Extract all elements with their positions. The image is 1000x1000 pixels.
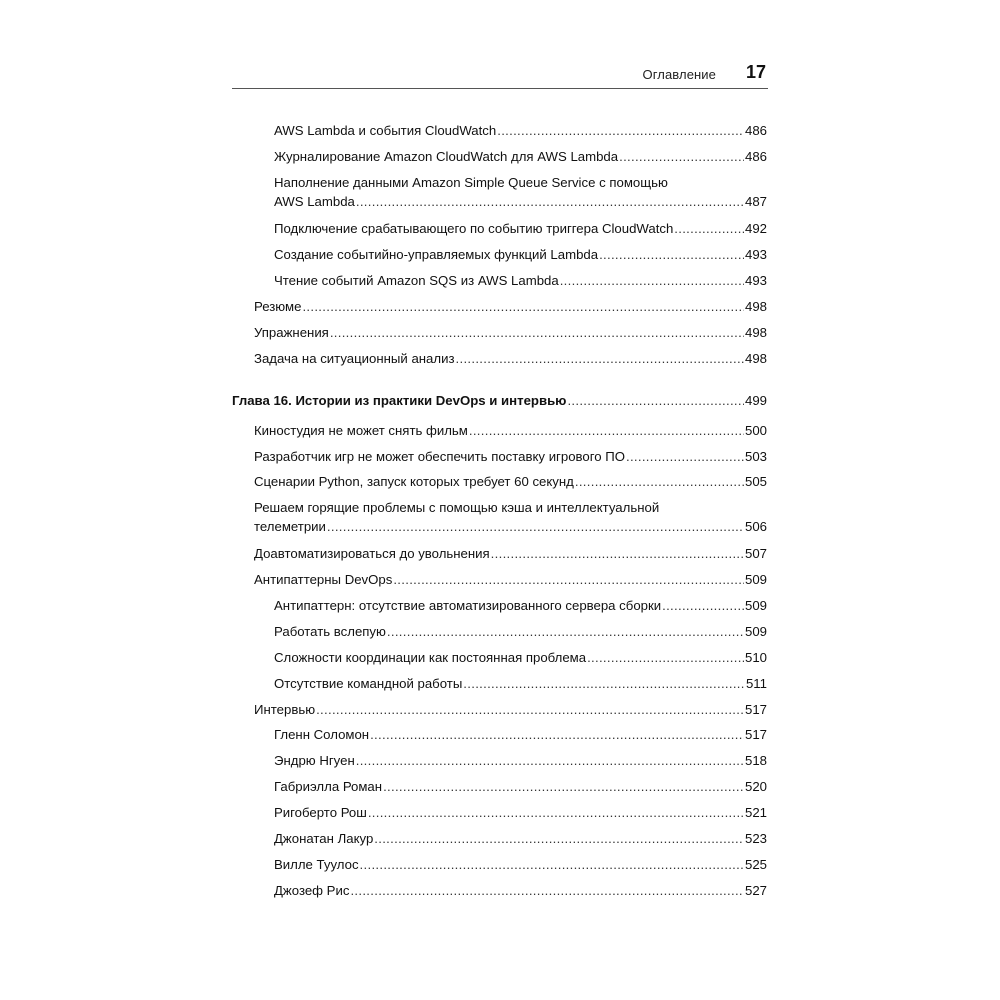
toc-entry-title: Создание событийно-управляемых функций Lambda: [274, 247, 599, 262]
toc-entry[interactable]: [254, 297, 767, 316]
toc-entry[interactable]: [274, 596, 767, 615]
toc-entry-page: 486: [744, 149, 767, 164]
toc-entry-page: 493: [744, 247, 767, 262]
toc-entry[interactable]: [274, 121, 767, 140]
toc-entry-title: Решаем горящие проблемы с помощью кэша и интеллектуальной: [254, 500, 660, 515]
toc-entry-page: 493: [744, 273, 767, 288]
toc-entry-page: 486: [744, 123, 767, 138]
dot-leader: [360, 855, 744, 874]
dot-leader: [587, 648, 744, 667]
toc-entry[interactable]: [254, 421, 767, 440]
toc-entry[interactable]: [274, 751, 767, 770]
toc-entry[interactable]: [274, 245, 767, 264]
toc-entry-title: Задача на ситуационный анализ: [254, 351, 455, 366]
toc-entry-title: Подключение срабатывающего по событию триггера CloudWatch: [274, 221, 674, 236]
toc-entry-title: Вилле Туулос: [274, 857, 359, 872]
toc-entry-title-continued: AWS Lambda: [274, 194, 355, 209]
toc-entry-page: 510: [744, 650, 767, 665]
toc-entry-page: 509: [744, 598, 767, 613]
toc-entry-page: 500: [744, 423, 767, 438]
toc-entry-title: Упражнения: [254, 325, 329, 340]
toc-entry-page: 498: [744, 299, 767, 314]
toc-entry[interactable]: [254, 349, 767, 368]
toc-entry-title: Наполнение данными Amazon Simple Queue Service с помощью: [274, 175, 668, 190]
toc-entry-page: 527: [744, 883, 767, 898]
dot-leader: [393, 570, 744, 589]
dot-leader: [370, 725, 744, 744]
dot-leader: [330, 323, 744, 342]
toc-entry-title: Джонатан Лакур: [274, 831, 374, 846]
dot-leader: [456, 349, 744, 368]
toc-entry-title: Работать вслепую: [274, 624, 386, 639]
toc-entry-title: Антипаттерны DevOps: [254, 572, 393, 587]
toc-entry-title: Киностудия не может снять фильм: [254, 423, 468, 438]
toc-entry-page: 505: [744, 474, 767, 489]
running-header-title: Оглавление: [642, 67, 716, 82]
dot-leader: [368, 803, 744, 822]
dot-leader: [575, 472, 744, 491]
toc-entry[interactable]: [254, 570, 767, 589]
toc-entry[interactable]: [274, 803, 767, 822]
dot-leader: [387, 622, 744, 641]
toc-entry-title-continued: телеметрии: [254, 519, 326, 534]
dot-leader: [491, 544, 744, 563]
toc-entry-page: 521: [744, 805, 767, 820]
toc-entry[interactable]: [254, 700, 767, 719]
dot-leader: [356, 751, 744, 770]
toc-entry[interactable]: [274, 219, 767, 238]
toc-entry[interactable]: [274, 173, 767, 211]
toc-entry-page: 506: [744, 519, 767, 534]
toc-entry-title: Габриэлла Роман: [274, 779, 383, 794]
toc-entry[interactable]: [274, 147, 767, 166]
toc-entry-title: Джозеф Рис: [274, 883, 350, 898]
toc-entry-page: 520: [744, 779, 767, 794]
toc-entry[interactable]: [274, 725, 767, 744]
toc-entry[interactable]: [254, 447, 767, 466]
toc-entry[interactable]: [274, 855, 767, 874]
toc-entry[interactable]: [274, 622, 767, 641]
toc-entry-title: Гленн Соломон: [274, 727, 370, 742]
toc-entry[interactable]: [254, 323, 767, 342]
dot-leader: [626, 447, 744, 466]
toc-entry-page: 517: [744, 702, 767, 717]
dot-leader: [567, 391, 744, 410]
toc-entry-title: Ригоберто Рош: [274, 805, 367, 820]
toc-entry-page: 511: [745, 676, 767, 691]
dot-leader: [327, 517, 744, 536]
toc-entry[interactable]: [274, 777, 767, 796]
dot-leader: [619, 147, 744, 166]
toc-entry-title: Сложности координации как постоянная проблема: [274, 650, 587, 665]
dot-leader: [560, 271, 744, 290]
dot-leader: [302, 297, 744, 316]
dot-leader: [497, 121, 744, 140]
toc-entry[interactable]: [254, 498, 767, 536]
toc-entry-title: Интервью: [254, 702, 316, 717]
toc-entry-page: 523: [744, 831, 767, 846]
toc-entry-page: 503: [744, 449, 767, 464]
dot-leader: [469, 421, 744, 440]
toc-entry-page: 492: [744, 221, 767, 236]
toc-chapter-title: Глава 16. Истории из практики DevOps и интервью: [232, 393, 567, 408]
toc-entry-title: Эндрю Нгуен: [274, 753, 355, 768]
toc-entry-page: 509: [744, 572, 767, 587]
toc-entry-page: 525: [744, 857, 767, 872]
toc-entry[interactable]: [274, 648, 767, 667]
toc-entry[interactable]: [254, 544, 767, 563]
toc-entry-page: 509: [744, 624, 767, 639]
toc-entry-page: 487: [744, 194, 767, 209]
toc-entry-page: 498: [744, 325, 767, 340]
dot-leader: [374, 829, 744, 848]
dot-leader: [674, 219, 744, 238]
toc-chapter-heading[interactable]: [232, 391, 767, 410]
toc-entry-title: Журналирование Amazon CloudWatch для AWS Lambda: [274, 149, 619, 164]
toc-entry[interactable]: [274, 829, 767, 848]
toc-entry-title: Разработчик игр не может обеспечить поставку игрового ПО: [254, 449, 625, 464]
toc-entry[interactable]: [274, 881, 767, 900]
dot-leader: [316, 700, 744, 719]
toc-entry-page: 517: [744, 727, 767, 742]
dot-leader: [599, 245, 744, 264]
toc-entry-title: Антипаттерн: отсутствие автоматизированного сервера сборки: [274, 598, 662, 613]
toc-entry[interactable]: [274, 674, 767, 693]
dot-leader: [383, 777, 744, 796]
dot-leader: [662, 596, 744, 615]
toc-entry[interactable]: [254, 472, 767, 491]
running-header: [232, 60, 768, 89]
toc-entry-title: AWS Lambda и события CloudWatch: [274, 123, 497, 138]
toc-entry-title: Чтение событий Amazon SQS из AWS Lambda: [274, 273, 559, 288]
toc-entry-title: Отсутствие командной работы: [274, 676, 463, 691]
toc-entry[interactable]: [274, 271, 767, 290]
dot-leader: [350, 881, 744, 900]
toc-entry-title: Резюме: [254, 299, 302, 314]
page-number: 17: [745, 62, 766, 82]
toc-entry-page: 507: [744, 546, 767, 561]
toc-entry-title: Сценарии Python, запуск которых требует 60 секунд: [254, 474, 574, 489]
toc-entry-page: 499: [744, 393, 767, 408]
toc-entry-page: 518: [744, 753, 767, 768]
toc-entry-title: Доавтоматизироваться до увольнения: [254, 546, 490, 561]
dot-leader: [356, 192, 744, 211]
toc-entry-page: 498: [744, 351, 767, 366]
dot-leader: [463, 674, 745, 693]
